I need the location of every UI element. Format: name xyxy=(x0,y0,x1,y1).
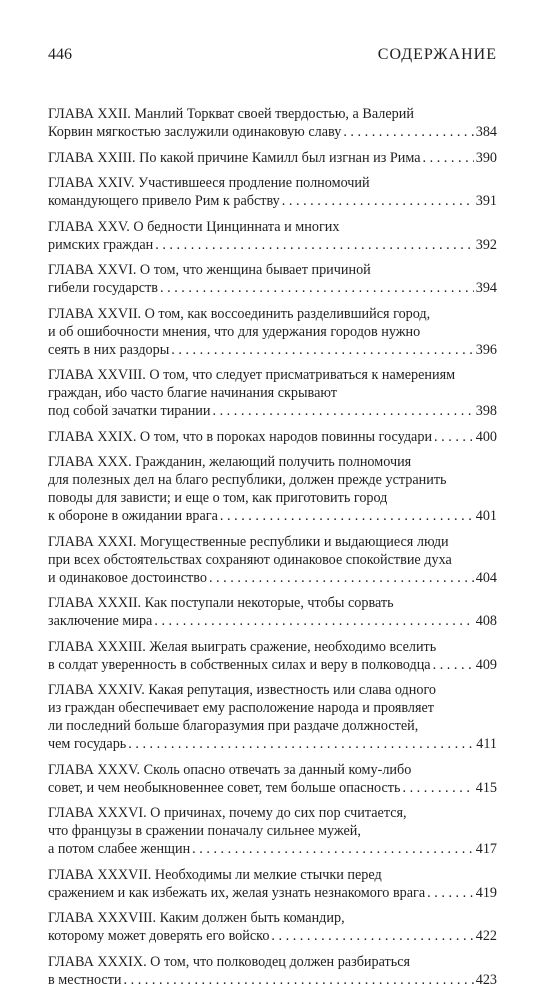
toc-entry-line: римских граждан xyxy=(48,236,154,253)
toc-entry xyxy=(48,428,497,446)
dot-leader xyxy=(271,927,473,945)
page-number: 446 xyxy=(48,46,72,63)
toc-entry-last-line xyxy=(48,236,497,254)
dot-leader xyxy=(434,428,474,446)
toc-entry xyxy=(48,594,497,630)
toc-page-number: 417 xyxy=(475,841,497,857)
toc-entry-last-line xyxy=(48,840,497,858)
toc-entry-last-line xyxy=(48,927,497,945)
toc-entry-line: гибели государств xyxy=(48,280,158,296)
dot-leader xyxy=(171,341,473,359)
toc-entry-line: ли последний больше благоразумия при раздаче должностей, xyxy=(48,718,419,734)
toc-entry-line: сражением и как избежать их, желая узнать незнакомого врага xyxy=(48,884,426,901)
toc-entry-line: ГЛАВА XXXV. Сколь опасно отвечать за данный кому-либо xyxy=(48,761,412,778)
toc-entry-line: ГЛАВА XXXIV. Какая репутация, известность или слава одного xyxy=(48,682,437,698)
dot-leader xyxy=(124,971,474,989)
dot-leader xyxy=(160,279,474,297)
toc-entry xyxy=(48,953,497,989)
toc-page-number: 392 xyxy=(475,236,497,253)
toc-page-number: 384 xyxy=(475,124,497,140)
toc-page-number: 404 xyxy=(475,569,497,586)
toc-entry-last-line xyxy=(48,779,497,797)
toc-page-number: 423 xyxy=(475,971,497,988)
dot-leader xyxy=(220,507,474,525)
table-of-contents xyxy=(48,105,497,996)
toc-entry-line: ГЛАВА XXVII. О том, как воссоединить разделившийся город, xyxy=(48,305,431,322)
page-header xyxy=(48,46,497,64)
running-title: СОДЕРЖАНИЕ xyxy=(377,46,497,63)
toc-entry-line: а потом слабее женщин xyxy=(48,841,191,857)
toc-entry-line: совет, и чем необыкновеннее совет, тем больше опасность xyxy=(48,779,401,796)
toc-entry-line: ГЛАВА XXXIII. Желая выиграть сражение, необходимо вселить xyxy=(48,638,437,655)
toc-entry-line: сеять в них раздоры xyxy=(48,341,170,358)
toc-entry-line: ГЛАВА XXXVII. Необходимы ли мелкие стычки перед xyxy=(48,866,382,883)
toc-entry-line: командующего привело Рим к рабству xyxy=(48,193,280,209)
dot-leader xyxy=(423,149,474,167)
toc-entry-line: чем государь xyxy=(48,736,127,752)
toc-entry xyxy=(48,453,497,525)
toc-entry-line: ГЛАВА XXXVIII. Каким должен быть командир, xyxy=(48,910,345,926)
toc-entry xyxy=(48,105,497,141)
toc-entry xyxy=(48,218,497,254)
toc-entry-line: поводы для зависти; и еще о том, как приготовить город xyxy=(48,490,388,506)
toc-entry-line: Корвин мягкостью заслужили одинаковую славу xyxy=(48,124,342,140)
toc-entry-line: при всех обстоятельствах сохраняют одинаковое спокойствие духа xyxy=(48,551,452,568)
toc-entry-line: ГЛАВА XXV. О бедности Цинцинната и многих xyxy=(48,218,340,235)
toc-entry-line: ГЛАВА XXVI. О том, что женщина бывает причиной xyxy=(48,262,371,278)
toc-entry xyxy=(48,149,497,167)
toc-entry xyxy=(48,866,497,902)
toc-entry-line: к обороне в ожидании врага xyxy=(48,508,218,524)
toc-entry xyxy=(48,804,497,858)
toc-entry-line: ГЛАВА XXII. Манлий Торкват своей твердостью, а Валерий xyxy=(48,106,414,122)
toc-page-number: 396 xyxy=(475,341,497,358)
dot-leader xyxy=(343,123,473,141)
dot-leader xyxy=(212,402,473,420)
toc-entry-line: в местности xyxy=(48,971,122,988)
toc-page-number: 411 xyxy=(476,736,497,752)
toc-entry xyxy=(48,638,497,674)
toc-page-number: 390 xyxy=(475,149,497,166)
dot-leader xyxy=(155,236,474,254)
toc-page-number: 391 xyxy=(475,193,497,209)
toc-entry-last-line xyxy=(48,402,497,420)
toc-page-number: 422 xyxy=(475,928,497,944)
toc-entry xyxy=(48,261,497,297)
toc-entry-line: и об ошибочности мнения, что для удержания городов нужно xyxy=(48,323,421,340)
toc-entry-last-line xyxy=(48,279,497,297)
toc-entry-last-line xyxy=(48,612,497,630)
toc-entry-line: для полезных дел на благо республики, должен прежде устранить xyxy=(48,472,447,488)
dot-leader xyxy=(128,735,474,753)
toc-page-number: 419 xyxy=(475,884,497,901)
toc-entry-last-line xyxy=(48,971,497,989)
toc-page-number: 409 xyxy=(475,656,497,673)
toc-entry xyxy=(48,174,497,210)
toc-entry-line: ГЛАВА XXIV. Участившееся продление полномочий xyxy=(48,175,370,191)
dot-leader xyxy=(427,884,474,902)
toc-entry xyxy=(48,533,497,587)
toc-page-number: 394 xyxy=(475,280,497,296)
toc-entry-last-line xyxy=(48,149,497,167)
toc-entry-line: ГЛАВА XXVIII. О том, что следует присматриваться к намерениям xyxy=(48,367,456,383)
toc-entry-line: ГЛАВА XXIII. По какой причине Камилл был изгнан из Рима xyxy=(48,149,421,166)
toc-entry-line: ГЛАВА XXXVI. О причинах, почему до сих пор считается, xyxy=(48,805,407,821)
toc-entry-line: под собой зачатки тирании xyxy=(48,403,211,419)
toc-entry xyxy=(48,909,497,945)
toc-entry-line: ГЛАВА XXXII. Как поступали некоторые, чтобы сорвать xyxy=(48,595,394,611)
toc-entry-last-line xyxy=(48,507,497,525)
toc-entry-line: в солдат уверенность в собственных силах и веру в полководца xyxy=(48,656,431,673)
toc-entry-line: граждан, ибо часто благие начинания скрывают xyxy=(48,385,337,401)
toc-entry-line: ГЛАВА XXIX. О том, что в пороках народов повинны государи xyxy=(48,428,433,445)
toc-page-number: 400 xyxy=(475,428,497,445)
toc-page-number: 415 xyxy=(475,779,497,796)
toc-entry xyxy=(48,366,497,420)
toc-entry-line: что французы в сражении поначалу сильнее мужей, xyxy=(48,823,361,839)
toc-entry-line: и одинаковое достоинство xyxy=(48,569,207,586)
toc-entry-last-line xyxy=(48,735,497,753)
toc-entry xyxy=(48,305,497,359)
toc-entry-last-line xyxy=(48,192,497,210)
toc-entry-last-line xyxy=(48,123,497,141)
toc-entry-last-line xyxy=(48,656,497,674)
toc-entry-line: из граждан обеспечивает ему расположение народа и проявляет xyxy=(48,700,434,716)
toc-page-number: 398 xyxy=(475,403,497,419)
dot-leader xyxy=(402,779,473,797)
toc-entry xyxy=(48,681,497,753)
toc-entry-line: которому может доверять его войско xyxy=(48,928,270,944)
toc-entry-line: ГЛАВА XXX. Гражданин, желающий получить полномочия xyxy=(48,454,412,470)
toc-page-number: 401 xyxy=(475,508,497,524)
dot-leader xyxy=(154,612,473,630)
toc-entry-last-line xyxy=(48,341,497,359)
toc-entry-line: заключение мира xyxy=(48,613,153,629)
toc-entry-last-line xyxy=(48,884,497,902)
dot-leader xyxy=(282,192,474,210)
dot-leader xyxy=(433,656,474,674)
dot-leader xyxy=(192,840,474,858)
toc-entry-line: ГЛАВА XXXIX. О том, что полководец должен разбираться xyxy=(48,953,411,970)
toc-entry xyxy=(48,761,497,797)
toc-entry-last-line xyxy=(48,569,497,587)
toc-entry-line: ГЛАВА XXXI. Могущественные республики и выдающиеся люди xyxy=(48,533,449,550)
toc-entry-last-line xyxy=(48,428,497,446)
dot-leader xyxy=(209,569,474,587)
toc-page-number: 408 xyxy=(475,613,497,629)
